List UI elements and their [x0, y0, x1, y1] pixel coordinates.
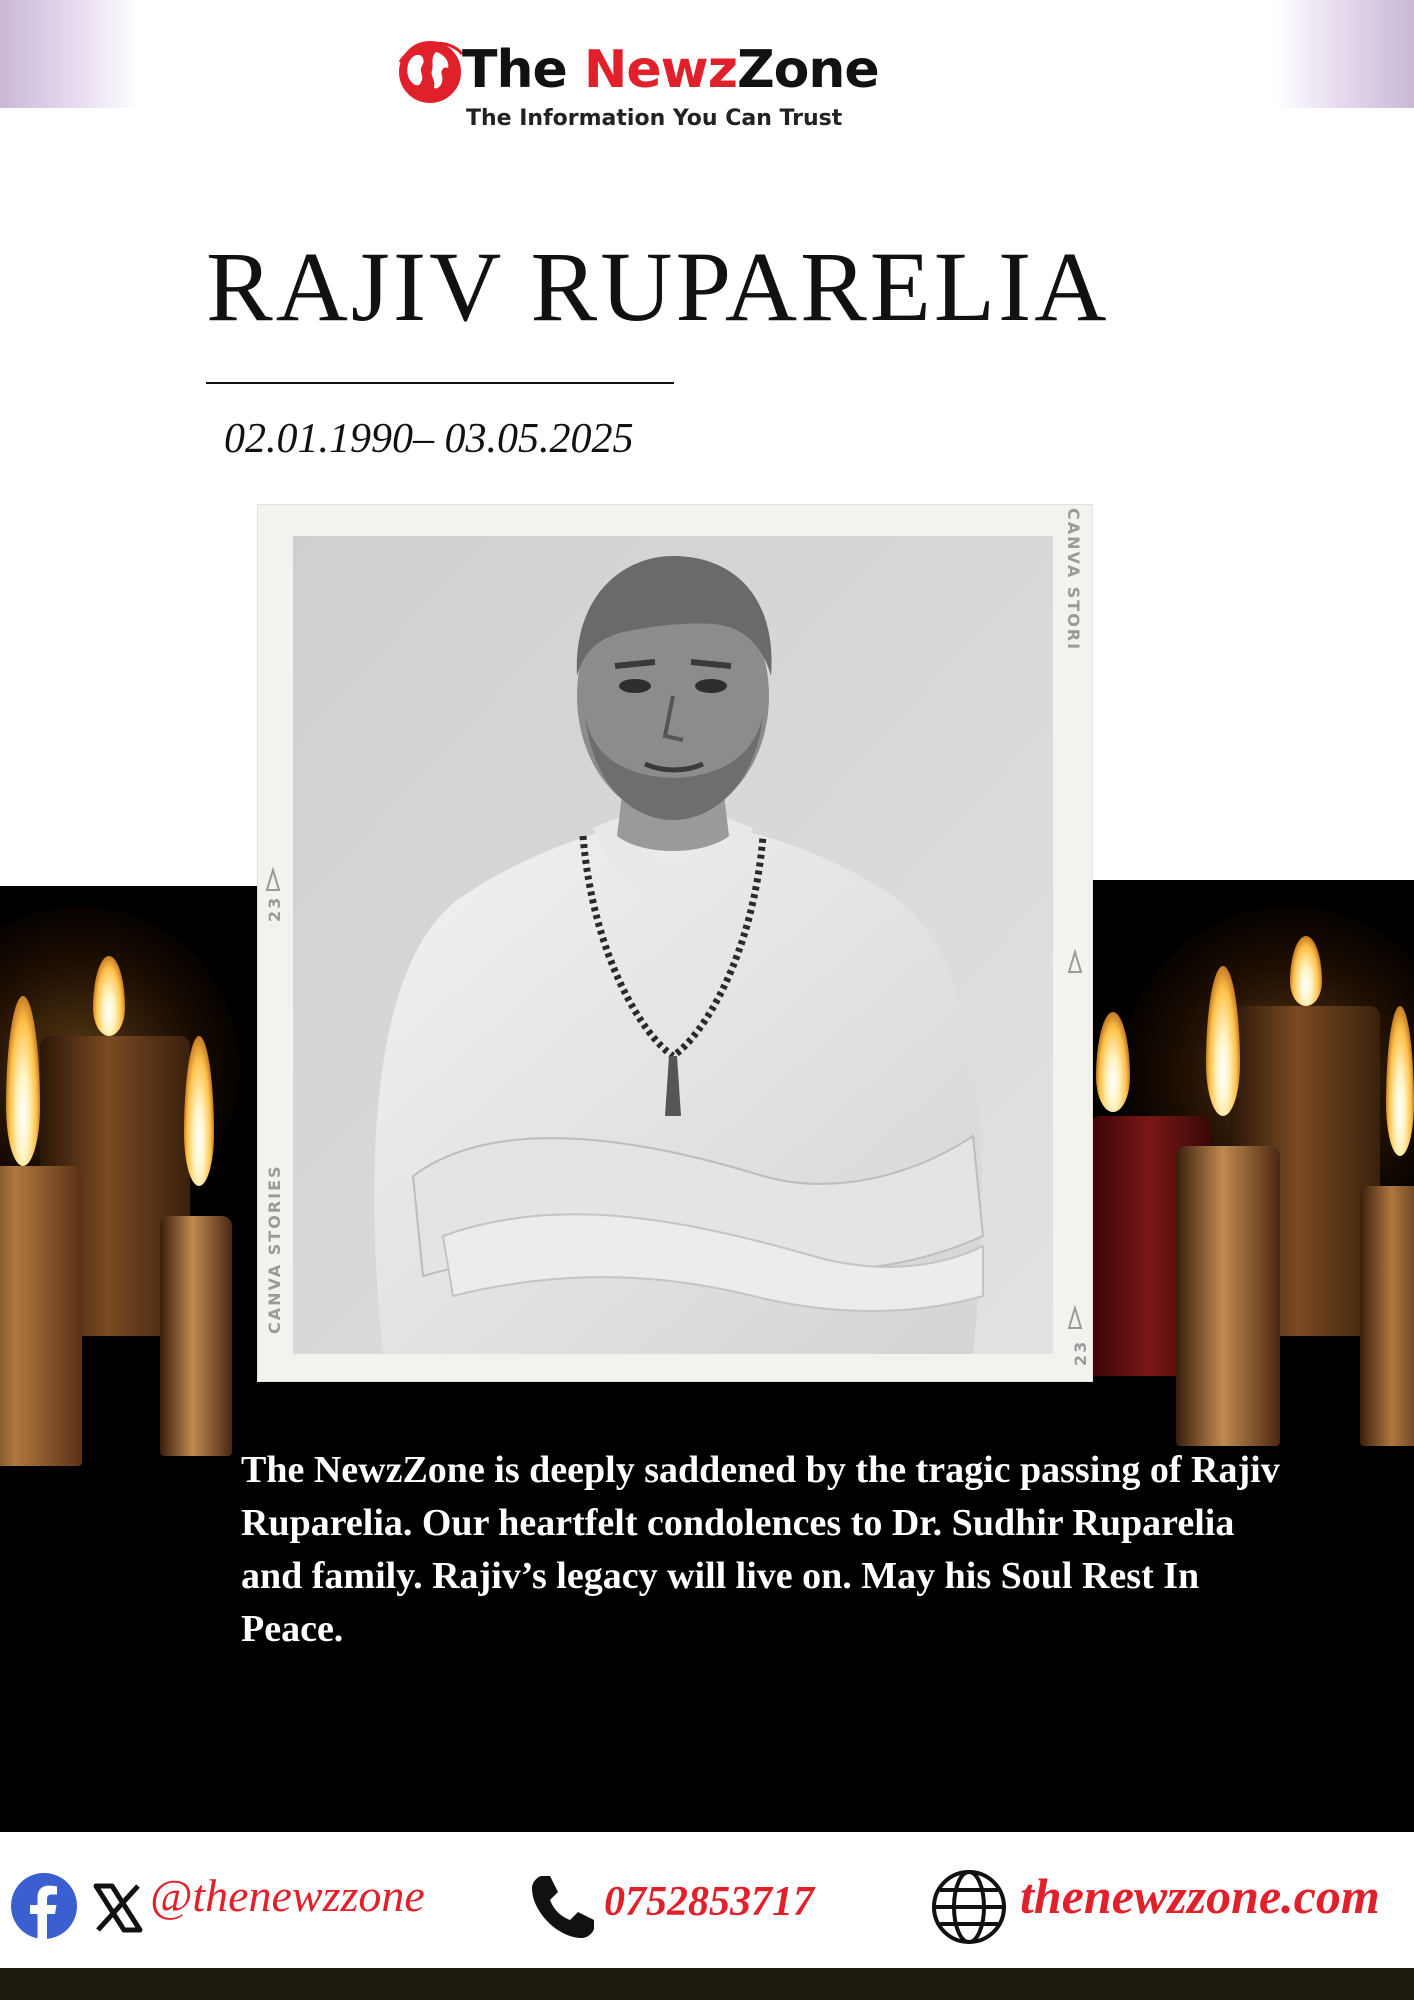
globe-icon [930, 1868, 1008, 1946]
condolence-message: The NewzZone is deeply saddened by the tragic passing of Rajiv Ruparelia. Our heartfelt condolences to Dr. Sudhir Ruparelia and family. Rajiv’s legacy will live on. May his Soul Rest In Peace. [241, 1449, 1280, 1650]
candle [160, 1216, 232, 1456]
header-decoration-right [1274, 0, 1414, 108]
brand-title-accent: Newz [583, 40, 737, 100]
x-icon[interactable] [92, 1882, 144, 1934]
phone-number[interactable]: 0752853717 [604, 1879, 814, 1925]
header [0, 0, 1414, 131]
triangle-marker-icon [263, 866, 283, 894]
memorial-name: RAJIV RUPARELIA [206, 231, 1110, 342]
header-decoration-left [0, 0, 140, 108]
globe-logo-icon [392, 32, 468, 108]
frame-mark-bottom-left: CANVA STORIES [265, 1164, 284, 1334]
brand-logo[interactable] [392, 24, 952, 131]
candle-flame-icon [1096, 1012, 1130, 1112]
name-divider [206, 382, 674, 384]
triangle-marker-icon [1065, 948, 1085, 976]
photo-frame [257, 504, 1093, 1382]
candle [1176, 1146, 1280, 1446]
portrait-photo [293, 536, 1053, 1354]
candle [0, 1166, 82, 1466]
brand-title: The NewzZone [462, 40, 879, 100]
memorial-dates: 02.01.1990– 03.05.2025 [224, 416, 634, 462]
portrait-illustration [293, 536, 1053, 1354]
brand-tagline: The Information You Can Trust [466, 106, 843, 131]
facebook-icon[interactable] [10, 1872, 78, 1940]
footer [0, 1832, 1414, 1968]
phone-icon [528, 1870, 600, 1942]
frame-number-bottom-right: 23 [1071, 1339, 1090, 1366]
frame-mark-top-right: CANVA STORI [1064, 508, 1083, 652]
candle [1360, 1186, 1414, 1446]
social-handle[interactable]: @thenewzzone [150, 1870, 425, 1921]
triangle-marker-icon [1065, 1304, 1085, 1332]
footer-bottom-bar [0, 1968, 1414, 2000]
website-link[interactable]: thenewzzone.com [1020, 1868, 1380, 1924]
frame-number-left: 23 [265, 895, 284, 922]
